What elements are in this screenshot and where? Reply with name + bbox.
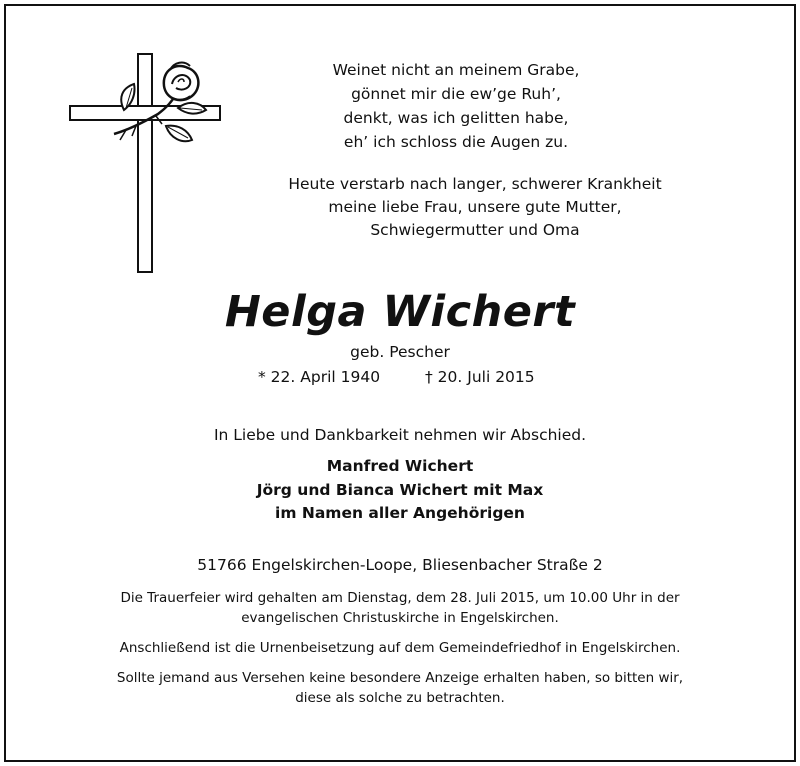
notice-line: diese als solche zu betrachten. <box>295 690 505 706</box>
announcement-line: Heute verstarb nach langer, schwerer Krankheit <box>288 175 662 193</box>
mourners-list <box>150 455 650 526</box>
farewell-text: In Liebe und Dankbarkeit nehmen wir Abschied. <box>213 426 587 444</box>
death-date: † 20. Juli 2015 <box>425 368 535 386</box>
burial-info <box>40 638 760 658</box>
poem-line: eh’ ich schloss die Augen zu. <box>343 133 569 151</box>
mourner-line: Jörg und Bianca Wichert mit Max <box>256 480 544 499</box>
service-line: evangelischen Christuskirche in Engelskirchen. <box>241 610 559 626</box>
announcement-line: meine liebe Frau, unsere gute Mutter, <box>328 198 622 216</box>
deceased-name: Helga Wichert <box>224 287 576 337</box>
notice-info <box>40 668 760 708</box>
cross-with-rose-icon <box>66 50 230 276</box>
family-address: 51766 Engelskirchen-Loope, Bliesenbacher Straße 2 <box>197 556 603 574</box>
maiden-name: geb. Pescher <box>350 343 450 361</box>
announcement-line: Schwiegermutter und Oma <box>370 221 580 239</box>
service-info <box>40 588 760 628</box>
mourner-line: Manfred Wichert <box>326 457 474 475</box>
poem <box>290 58 622 154</box>
announcement-text <box>270 173 680 242</box>
poem-line: Weinet nicht an meinem Grabe, <box>332 61 580 79</box>
poem-line: gönnet mir die ew’ge Ruh’, <box>351 85 561 103</box>
burial-line: Anschließend ist die Urnenbeisetzung auf dem Gemeindefriedhof in Engelskirchen. <box>119 640 681 656</box>
notice-line: Sollte jemand aus Versehen keine besondere Anzeige erhalten haben, so bitten wir, <box>116 670 684 686</box>
mourner-line: im Namen aller Angehörigen <box>275 504 525 522</box>
poem-line: denkt, was ich gelitten habe, <box>343 109 569 127</box>
birth-date: * 22. April 1940 <box>258 368 381 386</box>
funeral-details <box>40 588 760 718</box>
service-line: Die Trauerfeier wird gehalten am Dienstag, dem 28. Juli 2015, um 10.00 Uhr in der <box>120 590 680 606</box>
